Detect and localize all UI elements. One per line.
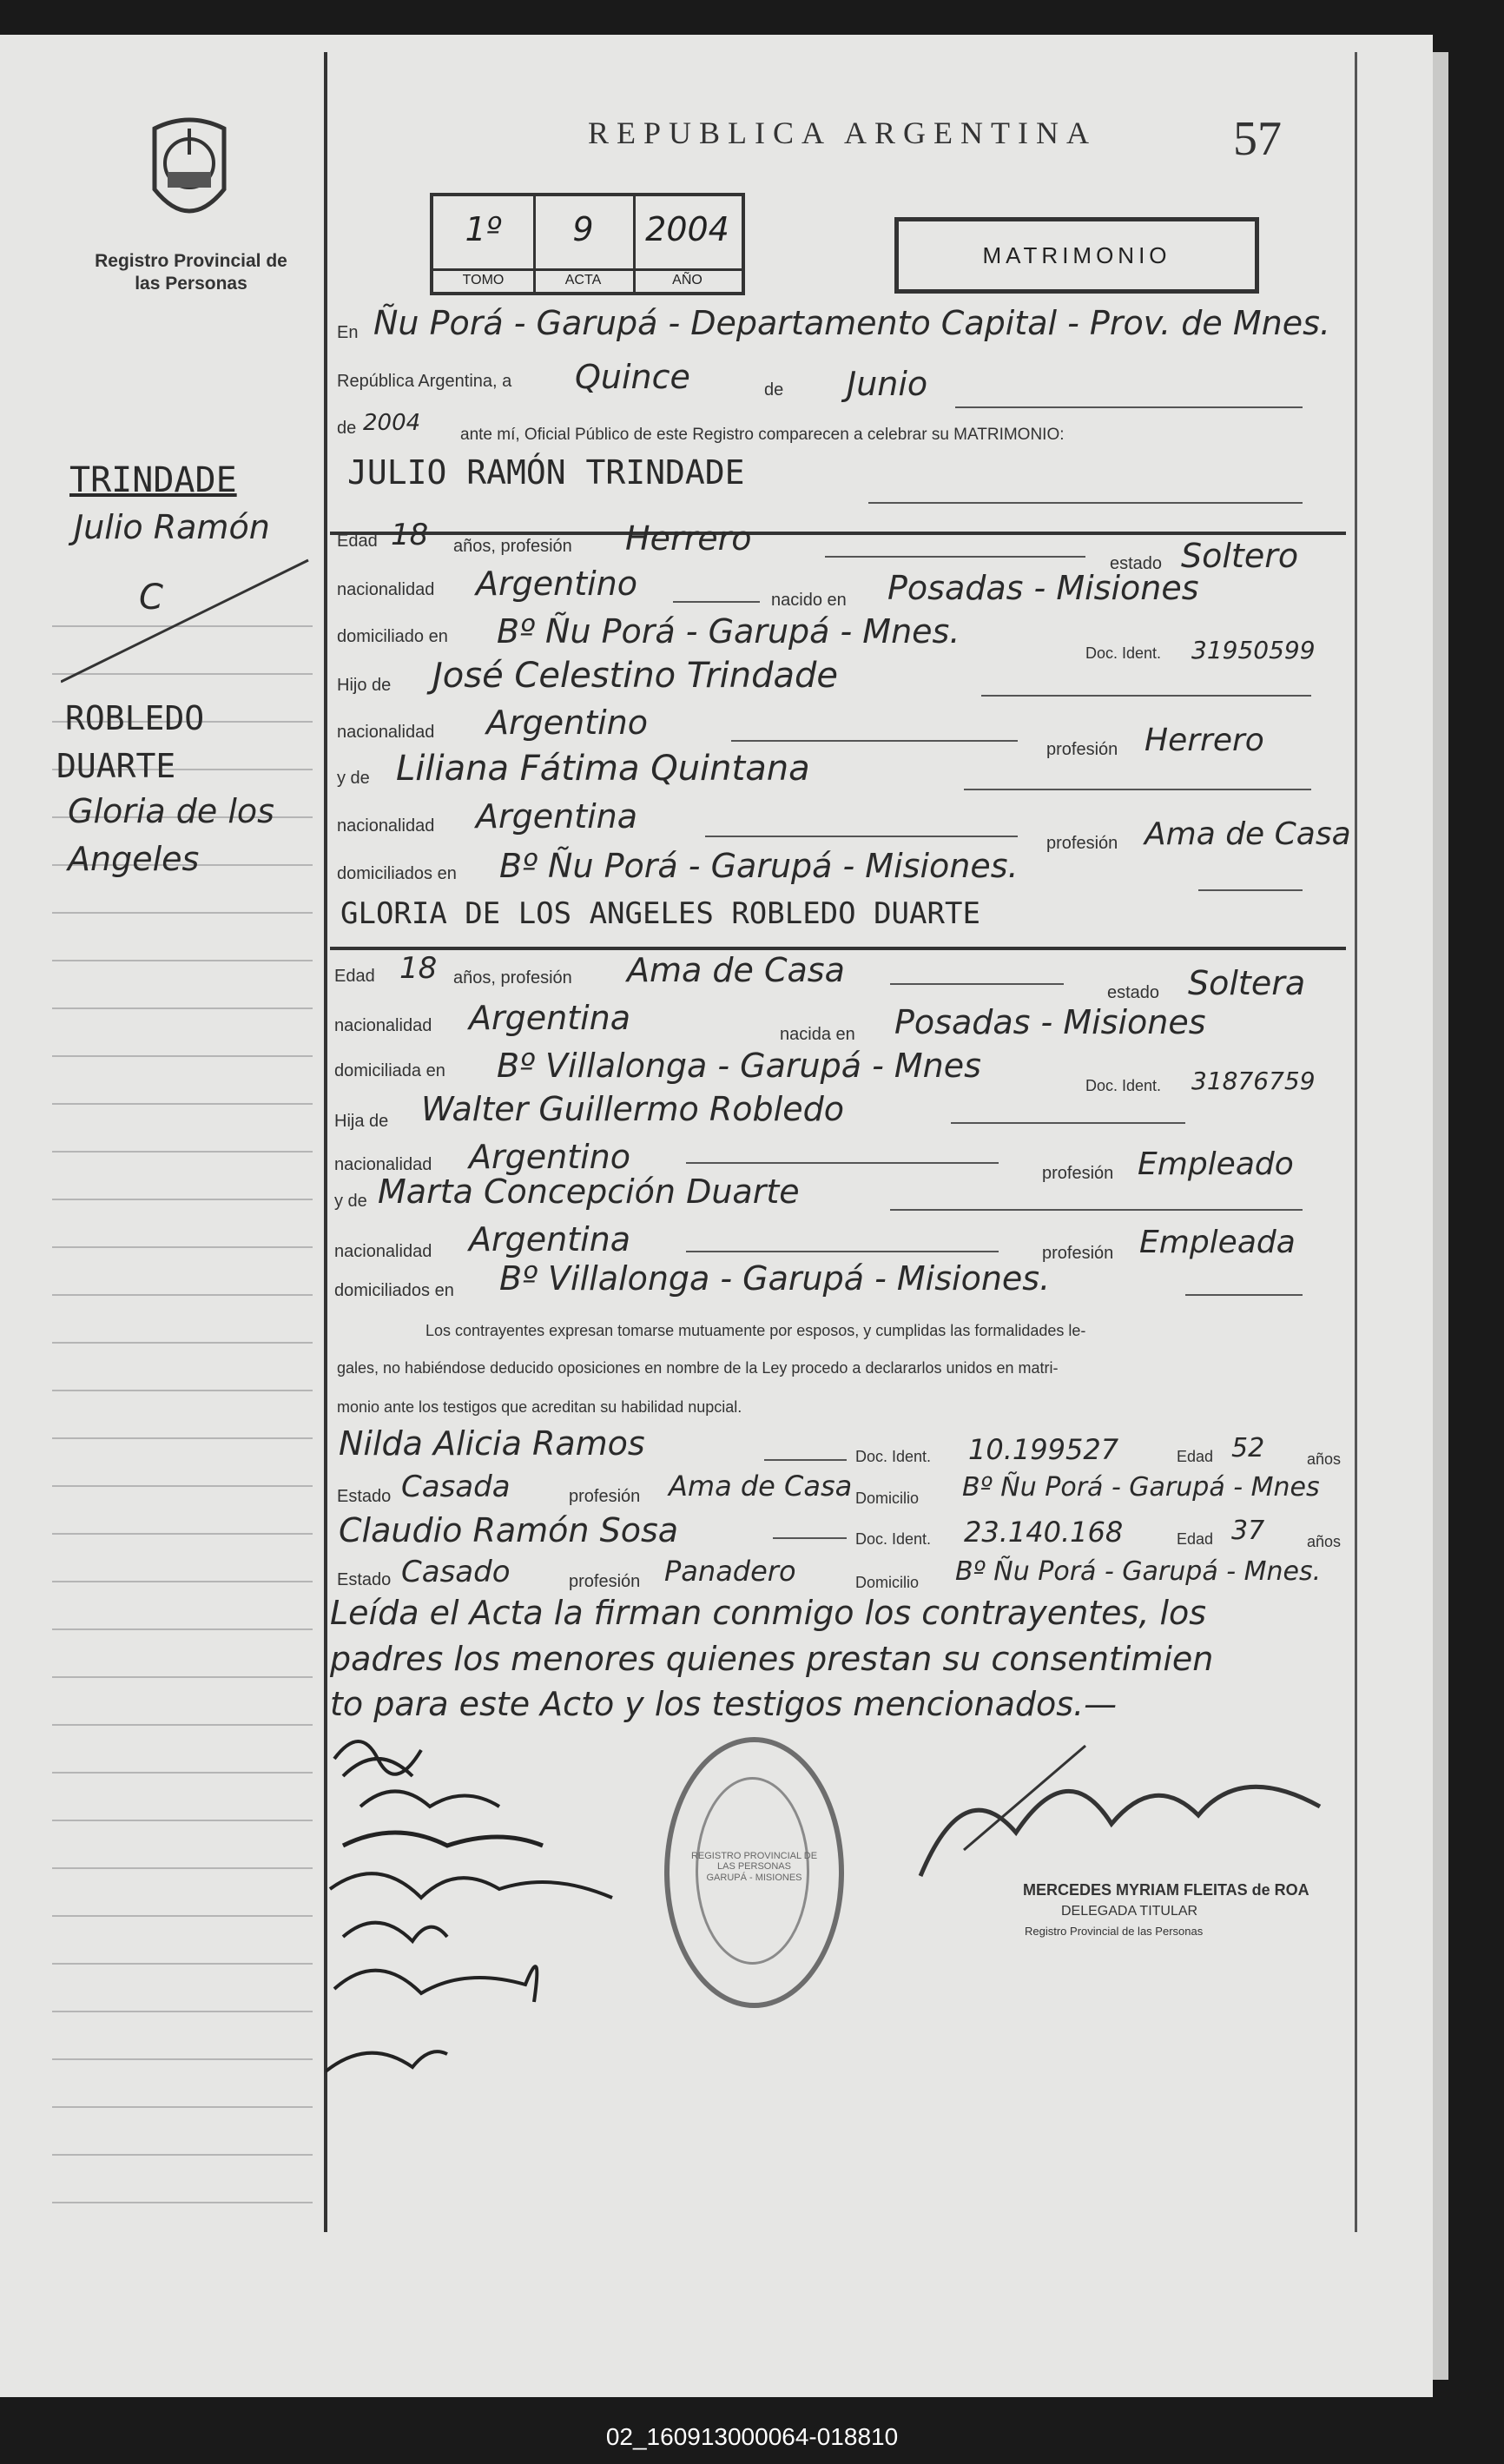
stamp-ring-text: REGISTRO PROVINCIAL DE LAS PERSONAS [690, 1851, 818, 1872]
margin-connector: C [139, 578, 163, 618]
ruled-line [52, 2058, 313, 2060]
bride-estado-label: estado [1107, 983, 1160, 1002]
bride-father-nationality: Argentino [469, 1138, 630, 1176]
ruled-line [52, 1390, 313, 1391]
witness2-name-line [773, 1537, 847, 1539]
groom-father: José Celestino Trindade [432, 656, 839, 696]
image-id-caption: 02_160913000064-018810 [605, 2423, 899, 2450]
closing-line-3: to para este Acto y los testigos mencionados.— [330, 1685, 1118, 1723]
groom-edad-label: Edad [337, 532, 378, 551]
witness1-edad-label: Edad [1177, 1448, 1214, 1465]
intro-republica-label: República Argentina, a [337, 372, 512, 391]
registry-name: Registro Provincial de las Personas [95, 251, 287, 294]
bride-father-nat-label: nacionalidad [334, 1155, 432, 1174]
closing-line-1: Leída el Acta la firman conmigo los contrayentes, los [330, 1594, 1207, 1632]
groom-mother-line [964, 789, 1311, 790]
groom-mother-nat-label: nacionalidad [337, 816, 435, 836]
bride-father: Walter Guillermo Robledo [421, 1090, 844, 1128]
ruled-line [52, 1628, 313, 1630]
bride-mother-nat-label: nacionalidad [334, 1242, 432, 1261]
witness2-age: 37 [1231, 1516, 1265, 1546]
intro-day: Quince [575, 358, 690, 396]
ruled-line [52, 1772, 313, 1774]
bride-mother: Marta Concepción Duarte [378, 1173, 800, 1211]
witness2-profesion-label: profesión [569, 1572, 641, 1591]
groom-name-line [868, 502, 1303, 504]
witness2-civil-status: Casado [401, 1555, 511, 1589]
tomo-cell [433, 196, 536, 292]
bride-mother-profession: Empleada [1139, 1225, 1296, 1260]
bride-birthplace: Posadas - Misiones [894, 1003, 1206, 1041]
witness1-profesion-label: profesión [569, 1487, 641, 1506]
groom-address: Bº Ñu Porá - Garupá - Mnes. [497, 612, 960, 651]
bride-mother-nationality: Argentina [469, 1220, 631, 1258]
provincial-seal-icon [137, 111, 241, 233]
margin-bride-surname-2: DUARTE [56, 747, 176, 785]
ano-label: AÑO [633, 268, 742, 288]
bride-mother-prof-label: profesión [1042, 1244, 1114, 1263]
ruled-line [52, 1867, 313, 1869]
margin-slash-line [61, 556, 313, 686]
groom-parents-line [1198, 889, 1303, 891]
ruled-line [52, 912, 313, 914]
groom-section-divider [330, 532, 1346, 535]
intro-year: 2004 [363, 410, 421, 436]
witness1-doc-label: Doc. Ident. [855, 1448, 932, 1465]
margin-groom-given: Julio Ramón [74, 508, 270, 546]
witness1-name-line [764, 1459, 847, 1461]
official-stamp [664, 1737, 844, 2008]
declaration-line-2: gales, no habiéndose deducido oposiciones en nombre de la Ley procedo a declararlos unidos en matri- [337, 1359, 1059, 1377]
bride-anos-profesion-label: años, profesión [453, 968, 572, 988]
groom-profession: Herrero [625, 519, 752, 558]
bride-mother-nat-line [686, 1251, 999, 1252]
ruled-line [52, 1246, 313, 1248]
groom-nat-line [673, 601, 760, 603]
ruled-line [52, 2106, 313, 2108]
ruled-line [52, 1820, 313, 1821]
groom-mother: Liliana Fátima Quintana [396, 749, 810, 789]
acta-value: 9 [572, 210, 594, 248]
groom-nacido-label: nacido en [771, 591, 847, 610]
witness2-name: Claudio Ramón Sosa [339, 1511, 679, 1549]
groom-parents-address: Bº Ñu Porá - Garupá - Misiones. [499, 847, 1019, 885]
intro-de2-label: de [337, 419, 357, 438]
ruled-line [52, 1724, 313, 1726]
bride-doc: 31876759 [1191, 1067, 1316, 1095]
witness2-domicilio-label: Domicilio [855, 1574, 920, 1591]
witness1-civil-status: Casada [401, 1470, 511, 1504]
bride-yde-label: y de [334, 1192, 367, 1211]
groom-mother-nationality: Argentina [476, 797, 638, 836]
bride-father-profession: Empleado [1138, 1146, 1294, 1182]
bride-parents-dom-label: domiciliados en [334, 1281, 454, 1300]
ruled-line [52, 1007, 313, 1009]
ruled-line [52, 1915, 313, 1917]
ruled-line [52, 1581, 313, 1582]
groom-mother-nat-line [705, 836, 1018, 837]
groom-father-nationality: Argentino [486, 704, 648, 742]
witness2-doc-label: Doc. Ident. [855, 1530, 932, 1548]
tomo-acta-ano-box [430, 193, 745, 295]
groom-doc: 31950599 [1191, 636, 1316, 664]
groom-father-prof-label: profesión [1046, 740, 1118, 759]
witness1-doc: 10.199527 [968, 1433, 1119, 1466]
intro-en-label: En [337, 323, 359, 342]
groom-birthplace: Posadas - Misiones [887, 569, 1199, 607]
intro-place: Ñu Porá - Garupá - Departamento Capital - Prov. de Mnes. [373, 304, 1330, 342]
bride-domiciliada-label: domiciliada en [334, 1061, 445, 1080]
groom-name: JULIO RAMÓN TRINDADE [347, 453, 745, 492]
witness1-estado-label: Estado [337, 1487, 392, 1506]
ruled-line [52, 960, 313, 961]
official-signature [912, 1737, 1329, 1885]
groom-yde-label: y de [337, 769, 370, 788]
witness1-age: 52 [1231, 1433, 1265, 1463]
bride-profession-line [890, 983, 1064, 985]
register-page [0, 35, 1433, 2397]
bride-nacionalidad-label: nacionalidad [334, 1016, 432, 1035]
document-type: MATRIMONIO [982, 242, 1171, 268]
groom-father-nat-label: nacionalidad [337, 723, 435, 742]
bride-nacida-label: nacida en [780, 1025, 855, 1044]
official-title: DELEGADA TITULAR [1061, 1904, 1198, 1919]
groom-hijo-label: Hijo de [337, 676, 392, 695]
margin-groom-surname: TRINDADE [69, 460, 237, 500]
intro-line [955, 406, 1303, 408]
bride-name: GLORIA DE LOS ANGELES ROBLEDO DUARTE [340, 896, 980, 931]
groom-mother-profession: Ama de Casa [1144, 816, 1351, 852]
official-name: MERCEDES MYRIAM FLEITAS de ROA [1023, 1881, 1309, 1899]
groom-father-line [981, 695, 1311, 697]
official-office: Registro Provincial de las Personas [1025, 1925, 1204, 1938]
acta-cell [533, 196, 636, 292]
bride-father-nat-line [686, 1162, 999, 1164]
bride-mother-line [890, 1209, 1303, 1211]
ruled-line [52, 1103, 313, 1105]
bride-profession: Ama de Casa [627, 951, 845, 989]
document-type-box [894, 217, 1259, 294]
ruled-line [52, 2154, 313, 2156]
witness2-estado-label: Estado [337, 1570, 392, 1589]
groom-profession-line [825, 556, 1085, 558]
ruled-line [52, 1963, 313, 1965]
declaration-line-1: Los contrayentes expresan tomarse mutuamente por esposos, y cumplidas las formalidades le- [425, 1322, 1086, 1339]
page-edge [1433, 52, 1448, 2380]
ruled-line [52, 1533, 313, 1535]
ruled-line [52, 1294, 313, 1296]
witness1-profession: Ama de Casa [669, 1470, 853, 1503]
bride-nationality: Argentina [469, 999, 631, 1037]
acta-label: ACTA [533, 268, 633, 288]
groom-anos-profesion-label: años, profesión [453, 537, 572, 556]
stamp-center-text: GARUPÁ - MISIONES [706, 1873, 802, 1883]
intro-statement: ante mí, Oficial Público de este Registro comparecen a celebrar su MATRIMONIO: [460, 426, 1065, 444]
groom-father-nat-line [731, 740, 1018, 742]
bride-age: 18 [399, 951, 438, 986]
groom-nacionalidad-label: nacionalidad [337, 580, 435, 599]
bride-edad-label: Edad [334, 967, 375, 986]
groom-civil-status: Soltero [1181, 537, 1299, 575]
bride-hija-label: Hija de [334, 1112, 389, 1131]
right-rule [1355, 52, 1357, 2232]
margin-bride-given-2: Angeles [68, 840, 200, 878]
declaration-line-3: monio ante los testigos que acreditan su habilidad nupcial. [337, 1398, 742, 1416]
bride-civil-status: Soltera [1188, 964, 1306, 1002]
bride-father-line [951, 1122, 1185, 1124]
ruled-line [52, 2202, 313, 2203]
witness1-address: Bº Ñu Porá - Garupá - Mnes [962, 1472, 1320, 1503]
margin-bride-given-1: Gloria de los [68, 792, 274, 830]
groom-doc-label: Doc. Ident. [1085, 644, 1162, 662]
ruled-line [52, 1199, 313, 1200]
ruled-line [52, 1676, 313, 1678]
bride-section-divider [330, 947, 1346, 950]
witness1-anos-label: años [1307, 1450, 1342, 1468]
witness2-address: Bº Ñu Porá - Garupá - Mnes. [955, 1556, 1322, 1587]
groom-parents-dom-label: domiciliados en [337, 864, 457, 883]
bride-address: Bº Villalonga - Garupá - Mnes [497, 1047, 981, 1085]
bride-parents-address: Bº Villalonga - Garupá - Misiones. [499, 1259, 1051, 1298]
tomo-label: TOMO [433, 268, 533, 288]
witness1-name: Nilda Alicia Ramos [339, 1424, 645, 1463]
intro-month: Junio [847, 365, 928, 403]
country-title: REPUBLICA ARGENTINA [588, 116, 1098, 150]
witness1-domicilio-label: Domicilio [855, 1490, 920, 1507]
signatures-scribble [326, 1724, 621, 2097]
groom-father-profession: Herrero [1144, 723, 1264, 758]
witness2-anos-label: años [1307, 1533, 1342, 1550]
page-number: 57 [1233, 112, 1282, 166]
ruled-line [52, 2011, 313, 2012]
ruled-line [52, 1342, 313, 1344]
bride-doc-label: Doc. Ident. [1085, 1077, 1162, 1094]
witness2-profession: Panadero [664, 1555, 796, 1588]
ruled-line [52, 1055, 313, 1057]
closing-line-2: padres los menores quienes prestan su consentimien [330, 1640, 1214, 1678]
witness2-edad-label: Edad [1177, 1530, 1214, 1548]
margin-bride-surname-1: ROBLEDO [65, 699, 205, 737]
ano-value: 2004 [645, 210, 729, 248]
groom-estado-label: estado [1110, 554, 1163, 573]
ano-cell [633, 196, 742, 292]
bride-parents-line [1185, 1294, 1303, 1296]
bride-father-prof-label: profesión [1042, 1164, 1114, 1183]
tomo-value: 1º [465, 210, 502, 248]
groom-nationality: Argentino [476, 565, 637, 603]
witness2-doc: 23.140.168 [964, 1516, 1124, 1549]
ruled-line [52, 1151, 313, 1153]
intro-de-label: de [764, 380, 784, 400]
groom-mother-prof-label: profesión [1046, 834, 1118, 853]
ruled-line [52, 1437, 313, 1439]
groom-domiciliado-label: domiciliado en [337, 627, 448, 646]
groom-age: 18 [391, 518, 429, 552]
ruled-line [52, 1485, 313, 1487]
